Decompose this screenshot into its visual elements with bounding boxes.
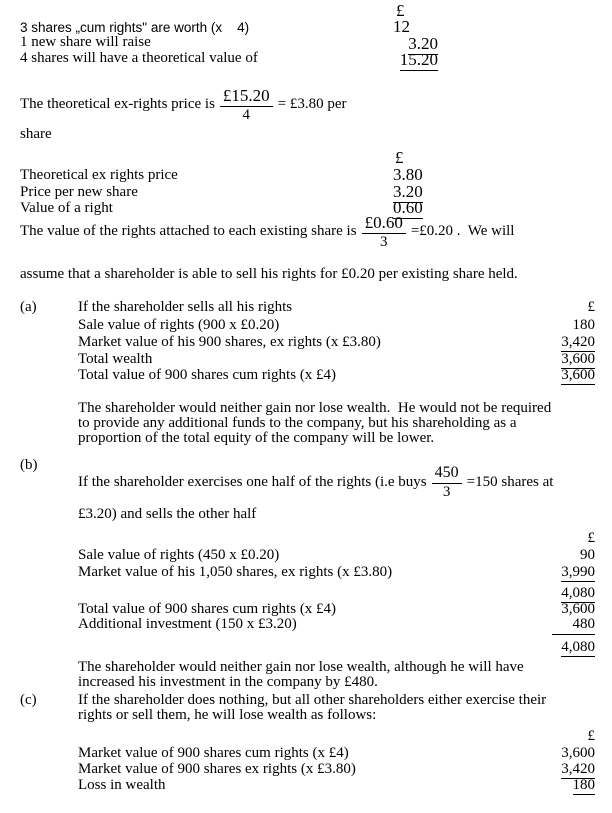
row-label: Market value of 900 shares cum rights (x £4)	[78, 745, 349, 761]
row-value: 3,420	[561, 761, 595, 777]
section-intro-line2: rights or sell them, he will lose wealth as follows:	[78, 707, 377, 723]
section-letter: (c)	[20, 692, 37, 708]
fraction: $\frac{£15.20}{4}$	[220, 87, 273, 124]
table-row	[0, 565, 612, 583]
rights-value-sentence	[20, 210, 514, 254]
table-row	[0, 617, 612, 635]
row-value: 3,420	[561, 334, 595, 350]
row-label: Loss in wealth	[78, 777, 166, 793]
row-label: Theoretical ex rights price	[20, 167, 178, 183]
row-value: 15.20	[399, 50, 438, 69]
table-row	[0, 640, 612, 658]
section-intro-line: If the shareholder does nothing, but all other shareholders either exercise their	[78, 692, 547, 708]
row-value: 180	[572, 317, 595, 333]
row-label: Market value of his 1,050 shares, ex rights (x £3.80)	[78, 564, 393, 580]
paragraph-line: proportion of the total equity of the company will be lower.	[78, 430, 435, 446]
row-value: 4,080	[561, 585, 595, 601]
row-label: Sale value of rights (900 x £0.20)	[78, 317, 280, 333]
sentence-text-before: The value of the rights attached to each existing share is	[20, 223, 357, 240]
currency-header: £	[587, 728, 595, 744]
row-label: 3 shares „cum rights" are worth (x 4)	[20, 20, 250, 35]
currency-header: £	[587, 299, 595, 315]
row-value: 480	[552, 617, 595, 635]
fraction: $\frac{450}{3}$	[432, 465, 462, 501]
paragraph-line: The shareholder would neither gain nor lose wealth. He would not be required	[78, 400, 552, 416]
section-intro-line2: £3.20) and sells the other half	[78, 506, 257, 522]
row-value: 3,600	[561, 351, 595, 367]
formula-continuation: share	[20, 126, 52, 142]
row-value: 3,600	[561, 601, 595, 617]
paragraph-line: increased his investment in the company by £480.	[78, 674, 378, 690]
row-value: 180	[572, 777, 595, 793]
sentence-text-after: =£0.20 . We will	[410, 223, 515, 240]
row-value: 3,600	[561, 367, 595, 383]
row-label: Price per new share	[20, 184, 138, 200]
ex-rights-formula	[20, 84, 347, 126]
paragraph-line: The shareholder would neither gain nor lose wealth, although he will have	[78, 659, 524, 675]
row-label: Sale value of rights (450 x £0.20)	[78, 547, 280, 563]
rights-value-sentence-line2: assume that a shareholder is able to sell his rights for £0.20 per existing share held.	[20, 266, 518, 282]
section-intro-with-fraction	[78, 462, 553, 504]
row-label: Total wealth	[78, 351, 153, 367]
section-letter: (a)	[20, 299, 37, 315]
currency-header: £	[396, 1, 405, 20]
section-heading-row	[0, 300, 612, 318]
row-value: 3,990	[561, 564, 595, 580]
row-value: 4,080	[561, 639, 595, 655]
intro-text-before: If the shareholder exercises one half of the rights (i.e buys	[78, 474, 427, 491]
formula-text-before: The theoretical ex-rights price is	[20, 96, 215, 113]
row-label: Market value of his 900 shares, ex rights (x £3.80)	[78, 334, 381, 350]
row-label: Total value of 900 shares cum rights (x £4)	[78, 367, 337, 383]
intro-text-after: =150 shares at	[466, 474, 554, 491]
currency-header: £	[587, 530, 595, 546]
row-value: 3,600	[561, 745, 595, 761]
row-label: Market value of 900 shares ex rights (x £3.80)	[78, 761, 356, 777]
table2-currency-row	[0, 149, 612, 167]
paragraph-line: to provide any additional funds to the company, but his shareholding as a	[78, 415, 517, 431]
row-label: 1 new share will raise	[20, 34, 151, 50]
fraction: $\frac{£0.60}{3}$	[362, 214, 406, 251]
row-value: 0.60	[393, 198, 423, 217]
row-label: Total value of 900 shares cum rights (x £4)	[78, 601, 337, 617]
section-heading: If the shareholder sells all his rights	[78, 299, 293, 315]
section-letter: (b)	[20, 457, 38, 473]
row-value: 3.80	[393, 165, 423, 184]
row-value: 3.20	[393, 182, 423, 201]
currency-header: £	[395, 148, 404, 167]
row-label: Value of a right	[20, 200, 113, 216]
table-row	[0, 51, 612, 69]
row-value: 90	[580, 547, 595, 563]
row-label: 4 shares will have a theoretical value of	[20, 50, 258, 66]
table-row	[0, 778, 612, 796]
row-value: 12	[393, 17, 410, 36]
row-value: 3.20	[408, 34, 438, 53]
table-row	[0, 368, 612, 386]
formula-text-after: = £3.80 per	[277, 96, 347, 113]
table-row	[0, 166, 612, 184]
row-label: Additional investment (150 x £3.20)	[78, 616, 297, 632]
